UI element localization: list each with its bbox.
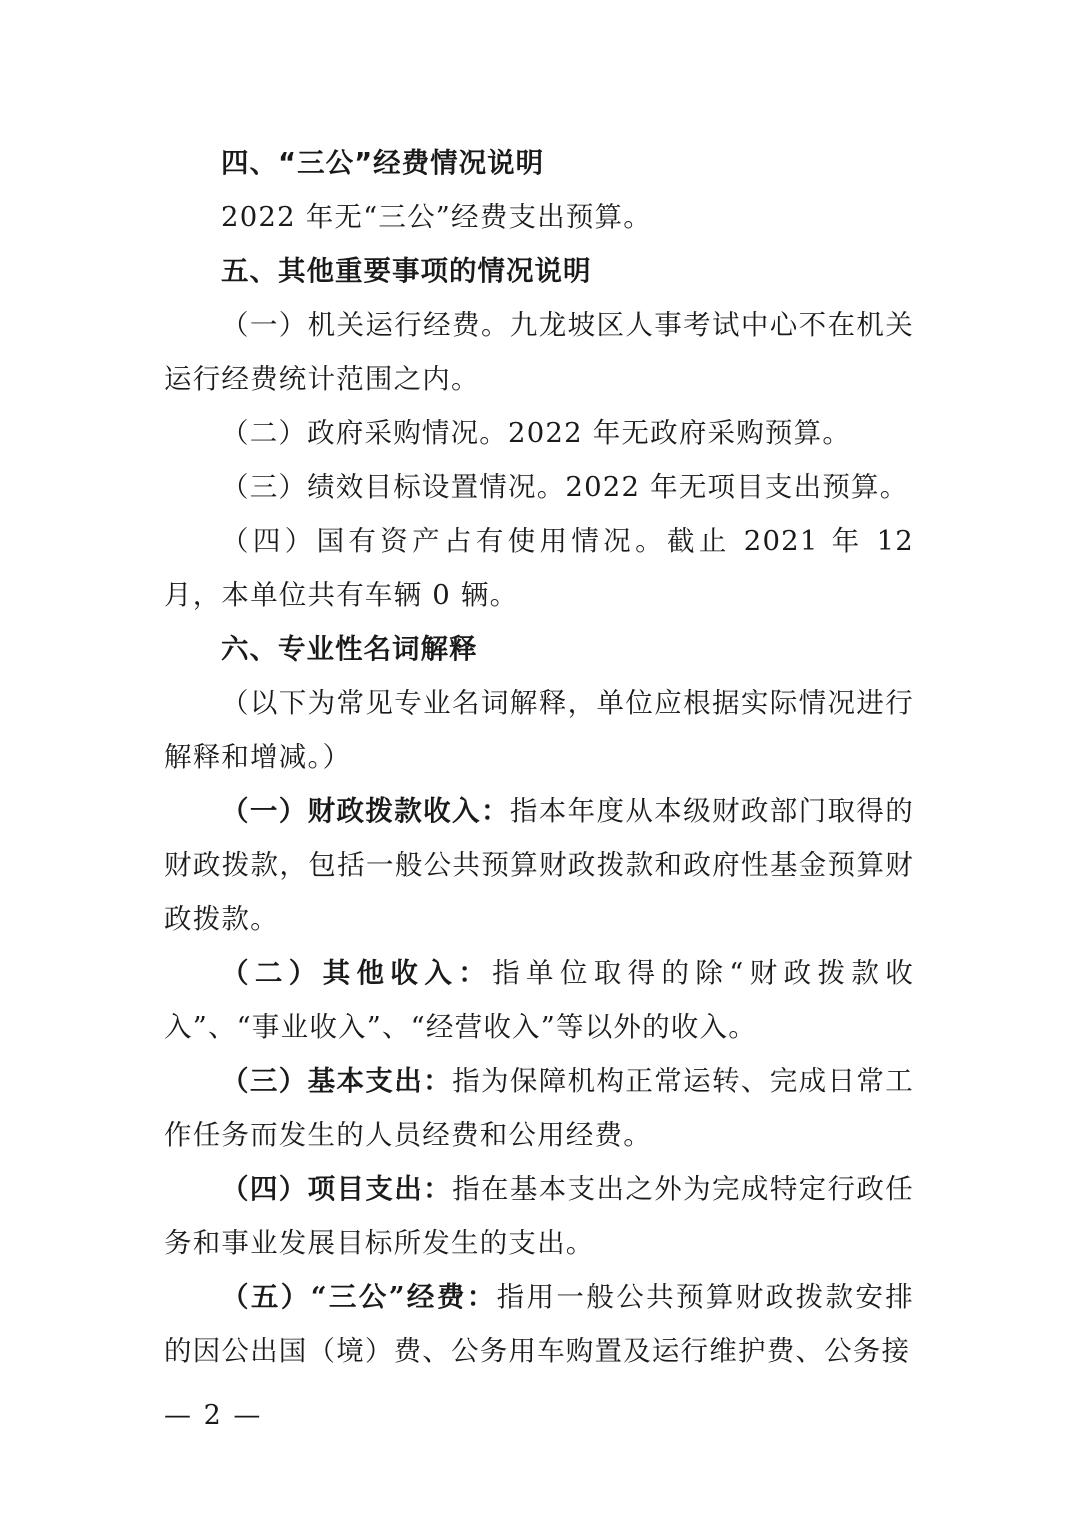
term-text: 指用一般公共预算财政拨款安排的因公出国（境）费、公务用车购置及运行维护费、公务接 [164,1281,914,1367]
term-label: （四）项目支出： [221,1173,453,1205]
section-4-text: 2022 年无“三公”经费支出预算。 [221,201,652,233]
section-5-heading: 五、其他重要事项的情况说明 [221,255,592,287]
term-definition [164,1054,914,1162]
term-label: （五）“三公”经费： [221,1281,497,1313]
term-definition [164,1270,914,1378]
term-definition [164,946,914,1054]
term-text: 指为保障机构正常运转、完成日常工作任务而发生的人员经费和公用经费。 [164,1065,914,1151]
section-6-intro: （以下为常见专业名词解释，单位应根据实际情况进行解释和增减。） [164,687,914,773]
term-label: （三）基本支出： [221,1065,453,1097]
term-text: 指在基本支出之外为完成特定行政任务和事业发展目标所发生的支出。 [164,1173,914,1259]
term-definition [164,1162,914,1270]
section-5-paragraph-3: （三）绩效目标设置情况。2022 年无项目支出预算。 [221,471,909,503]
term-text: 指单位取得的除“财政拨款收入”、“事业收入”、“经营收入”等以外的收入。 [164,957,914,1043]
section-6-heading: 六、专业性名词解释 [221,633,478,665]
term-label: （一）财政拨款收入： [221,795,510,827]
section-5-paragraph-2: （二）政府采购情况。2022 年无政府采购预算。 [221,417,852,449]
page-number: — 2 — [164,1400,263,1431]
term-label: （二）其他收入： [221,957,493,989]
section-5-paragraph-1: （一）机关运行经费。九龙坡区人事考试中心不在机关运行经费统计范围之内。 [164,309,914,395]
section-5-paragraph-4: （四）国有资产占有使用情况。截止 2021 年 12 月，本单位共有车辆 0 辆。 [164,525,914,611]
term-definition [164,784,914,946]
term-text: 指本年度从本级财政部门取得的财政拨款，包括一般公共预算财政拨款和政府性基金预算财政拨款。 [164,795,914,935]
section-4-heading: 四、“三公”经费情况说明 [221,147,545,179]
